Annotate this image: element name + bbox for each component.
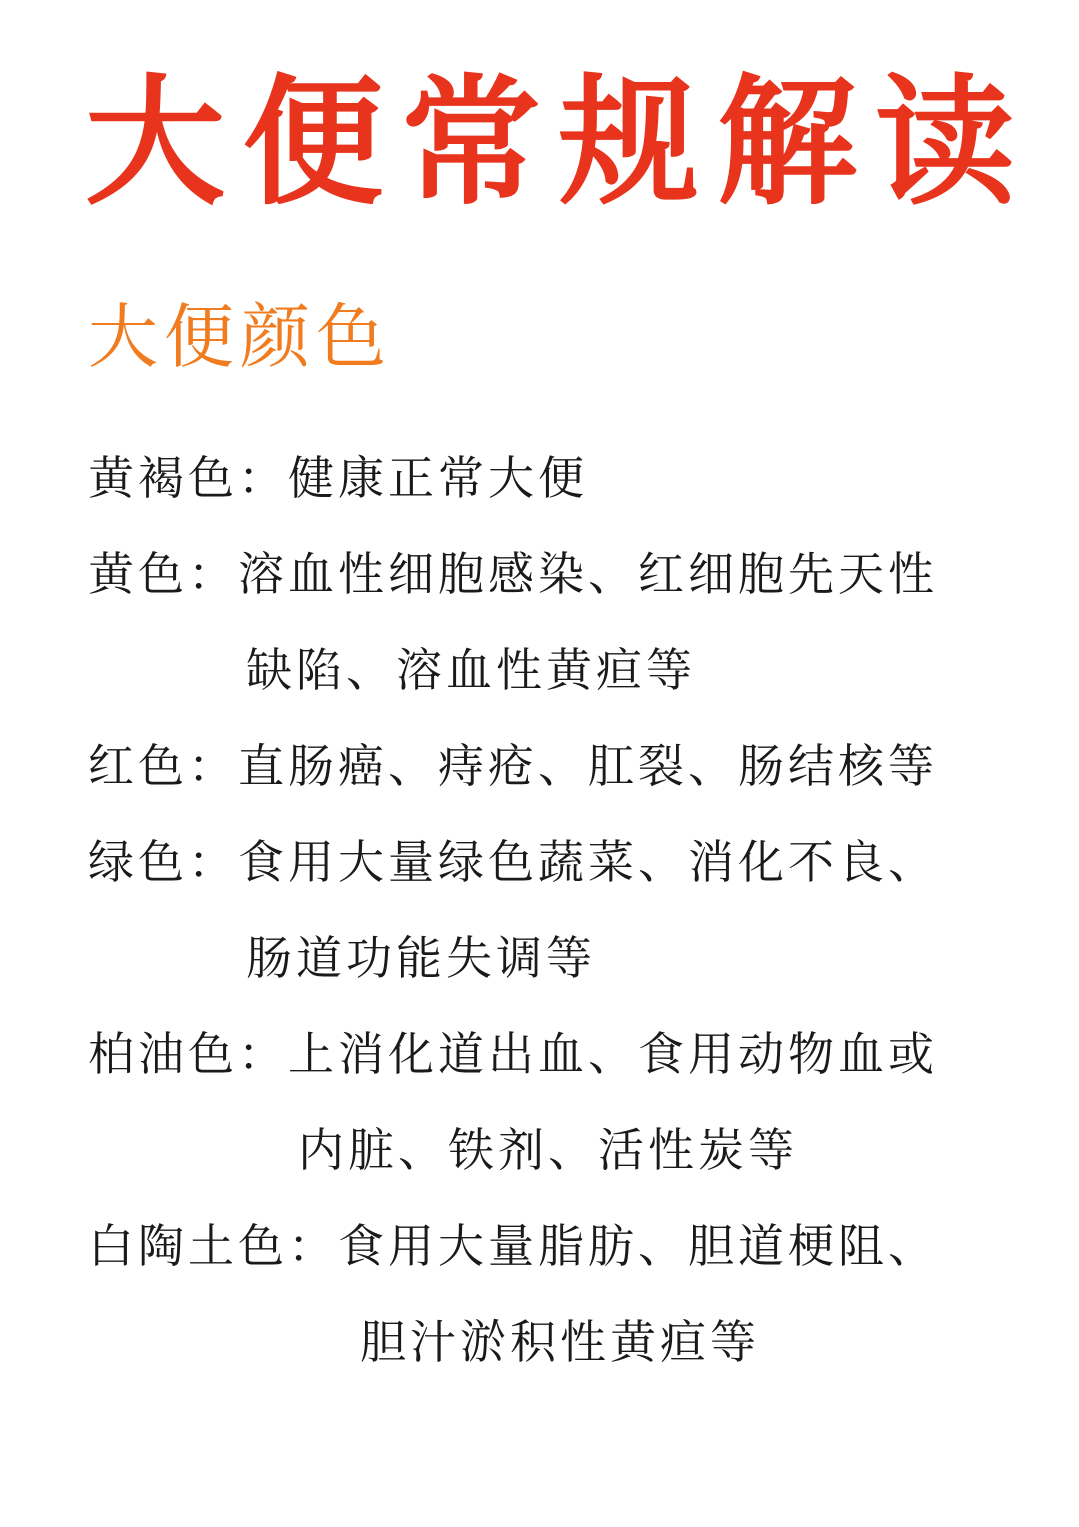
list-item-yellow-brown xyxy=(88,430,1008,526)
entry-label: 柏油色： xyxy=(88,1027,288,1081)
entry-text: 直肠癌、痔疮、肛裂、肠结核等 xyxy=(238,739,938,793)
list-item-yellow xyxy=(88,526,1008,718)
entry-label: 白陶土色： xyxy=(88,1219,338,1273)
entry-text: 健康正常大便 xyxy=(288,451,588,505)
entry-text-continued: 肠道功能失调等 xyxy=(246,931,596,985)
entry-text-continued: 内脏、铁剂、活性炭等 xyxy=(298,1123,798,1177)
section-heading: 大便颜色 xyxy=(88,296,392,378)
entry-text: 上消化道出血、食用动物血或 xyxy=(288,1027,938,1081)
entry-label: 黄褐色： xyxy=(88,451,288,505)
list-item-tarry xyxy=(88,1006,1008,1198)
page-title: 大便常规解读 xyxy=(85,61,1034,225)
entry-label: 绿色： xyxy=(88,835,238,889)
list-item-green xyxy=(88,814,1008,1006)
entry-text: 溶血性细胞感染、红细胞先天性 xyxy=(238,547,938,601)
entry-text: 食用大量绿色蔬菜、消化不良、 xyxy=(238,835,938,889)
entry-text-continued: 缺陷、溶血性黄疸等 xyxy=(246,643,696,697)
list-item-clay-white xyxy=(88,1198,1008,1390)
list-item-red xyxy=(88,718,1008,814)
entry-label: 黄色： xyxy=(88,547,238,601)
entry-text: 食用大量脂肪、胆道梗阻、 xyxy=(338,1219,938,1273)
entry-label: 红色： xyxy=(88,739,238,793)
entry-text-continued: 胆汁淤积性黄疸等 xyxy=(360,1315,760,1369)
